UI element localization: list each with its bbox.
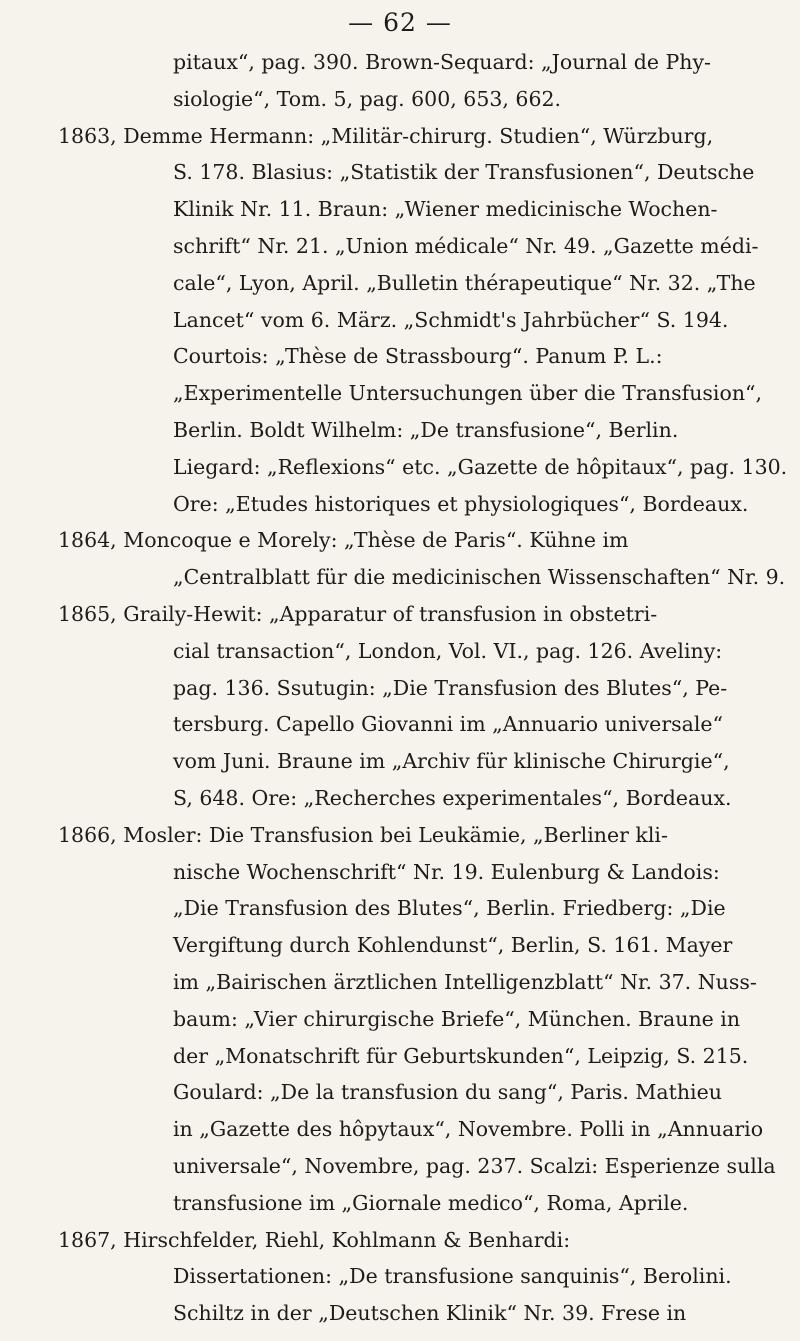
- text-line: [58, 559, 786, 596]
- text-line: [58, 1111, 764, 1148]
- text-line: [58, 1258, 758, 1295]
- line-text: Goulard: „De la transfusion du sang“, Paris. Mathieu: [173, 1080, 722, 1105]
- text-line: [58, 670, 758, 707]
- text-line: [58, 743, 758, 780]
- text-line: [58, 338, 758, 375]
- text-line: [58, 154, 758, 191]
- text-line: [58, 927, 758, 964]
- page-number: — 62 —: [348, 8, 452, 37]
- line-text: Courtois: „Thèse de Strassbourg“. Panum P. L.:: [173, 344, 663, 369]
- line-text: schrift“ Nr. 21. „Union médicale“ Nr. 49. „Gazette médi-: [173, 233, 759, 258]
- line-text: cale“, Lyon, April. „Bulletin thérapeutique“ Nr. 32. „The: [173, 270, 756, 295]
- line-text: nische Wochenschrift“ Nr. 19. Eulenburg & Landois:: [173, 859, 720, 884]
- line-text: Klinik Nr. 11. Braun: „Wiener medicinische Wochen-: [173, 197, 718, 222]
- text-line: [58, 854, 758, 891]
- line-text: im „Bairischen ärztlichen Intelligenzblatt“ Nr. 37. Nuss-: [173, 969, 757, 994]
- line-text: S, 648. Ore: „Recherches experimentales“, Bordeaux.: [173, 785, 732, 810]
- line-text: Lancet“ vom 6. März. „Schmidt's Jahrbücher“ S. 194.: [173, 307, 729, 332]
- year-label: 1867,: [58, 1227, 117, 1252]
- line-text: Berlin. Boldt Wilhelm: „De transfusione“, Berlin.: [173, 417, 679, 442]
- line-text: universale“, Novembre, pag. 237. Scalzi: Esperienze sulla: [173, 1153, 776, 1178]
- line-text: transfusione im „Giornale medico“, Roma, Aprile.: [173, 1190, 689, 1215]
- text-line: [58, 1074, 758, 1111]
- line-text: „Die Transfusion des Blutes“, Berlin. Friedberg: „Die: [173, 896, 726, 921]
- text-line: [58, 890, 758, 927]
- text-line: [58, 633, 758, 670]
- year-label: 1863,: [58, 123, 117, 148]
- text-line: [58, 44, 758, 81]
- text-line: [58, 1001, 758, 1038]
- line-text: „Centralblatt für die medicinischen Wissenschaften“ Nr. 9.: [173, 565, 786, 590]
- text-line: [58, 1038, 758, 1075]
- line-text: Moncoque e Morely: „Thèse de Paris“. Kühne im: [123, 528, 629, 553]
- line-text: Graily-Hewit: „Apparatur of transfusion in obstetri-: [123, 601, 658, 626]
- line-text: cial transaction“, London, Vol. VI., pag. 126. Aveliny:: [173, 638, 723, 663]
- line-text: Ore: „Etudes historiques et physiologiques“, Bordeaux.: [173, 491, 749, 516]
- text-line: [58, 81, 758, 118]
- line-text: tersburg. Capello Giovanni im „Annuario universale“: [173, 712, 724, 737]
- text-line: [58, 412, 758, 449]
- line-text: Schiltz in der „Deutschen Klinik“ Nr. 39. Frese in: [173, 1301, 687, 1326]
- line-text: „Experimentelle Untersuchungen über die Transfusion“,: [173, 381, 763, 406]
- text-line: [58, 596, 758, 633]
- text-line: [58, 1148, 776, 1185]
- text-line: [58, 1295, 758, 1332]
- text-line: [58, 817, 758, 854]
- line-text: vom Juni. Braune im „Archiv für klinische Chirurgie“,: [173, 749, 730, 774]
- line-text: Mosler: Die Transfusion bei Leukämie, „Berliner kli-: [123, 822, 668, 847]
- text-line: [58, 118, 758, 155]
- line-text: S. 178. Blasius: „Statistik der Transfusionen“, Deutsche: [173, 160, 755, 185]
- text-line: [58, 191, 758, 228]
- text-line: [58, 302, 758, 339]
- text-line: [58, 522, 758, 559]
- line-text: Dissertationen: „De transfusione sanquinis“, Berolini.: [173, 1264, 732, 1289]
- line-text: Vergiftung durch Kohlendunst“, Berlin, S. 161. Mayer: [173, 933, 733, 958]
- text-line: [58, 780, 758, 817]
- year-label: 1866,: [58, 822, 117, 847]
- text-line: [58, 228, 758, 265]
- text-line: [58, 706, 758, 743]
- line-text: Liegard: „Reflexions“ etc. „Gazette de hôpitaux“, pag. 130.: [173, 454, 788, 479]
- text-line: [58, 486, 758, 523]
- text-line: [58, 964, 758, 1001]
- year-label: 1865,: [58, 601, 117, 626]
- line-text: pitaux“, pag. 390. Brown-Sequard: „Journal de Phy-: [173, 50, 711, 74]
- text-line: [58, 265, 758, 302]
- line-text: pag. 136. Ssutugin: „Die Transfusion des Blutes“, Pe-: [173, 675, 728, 700]
- line-text: siologie“, Tom. 5, pag. 600, 653, 662.: [173, 86, 562, 111]
- line-text: Demme Hermann: „Militär-chirurg. Studien“, Würzburg,: [123, 123, 714, 148]
- text-line: [58, 449, 788, 486]
- body-text: [58, 44, 788, 1332]
- year-label: 1864,: [58, 528, 117, 553]
- line-text: baum: „Vier chirurgische Briefe“, München. Braune in: [173, 1006, 741, 1031]
- text-line: [58, 375, 763, 412]
- line-text: Hirschfelder, Riehl, Kohlmann & Benhardi:: [123, 1227, 571, 1252]
- line-text: in „Gazette des hôpytaux“, Novembre. Polli in „Annuario: [173, 1117, 764, 1142]
- text-line: [58, 1185, 758, 1222]
- line-text: der „Monatschrift für Geburtskunden“, Leipzig, S. 215.: [173, 1043, 749, 1068]
- text-line: [58, 1222, 758, 1259]
